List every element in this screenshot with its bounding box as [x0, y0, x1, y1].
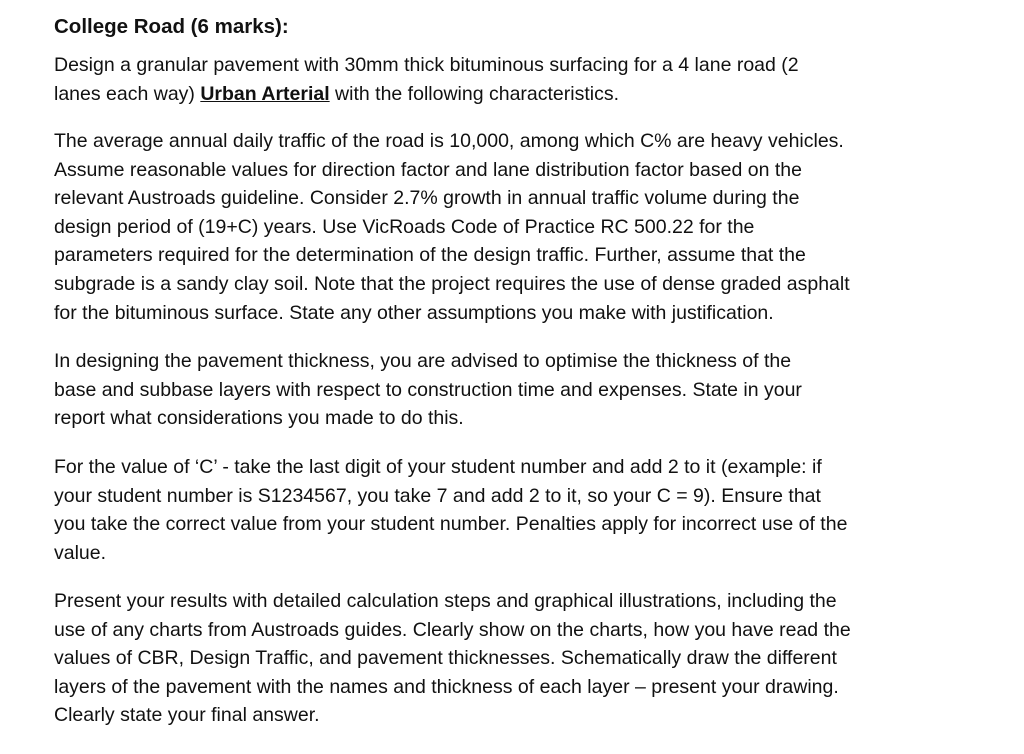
- paragraph-line: use of any charts from Austroads guides. Clearly show on the charts, how you have read the: [54, 618, 851, 641]
- paragraph-line: base and subbase layers with respect to construction time and expenses. State in your: [54, 378, 802, 401]
- paragraph-line: value.: [54, 541, 107, 564]
- paragraph-line: layers of the pavement with the names and thickness of each layer – present your drawing.: [54, 675, 839, 698]
- paragraph-line: parameters required for the determination of the design traffic. Further, assume that the: [54, 244, 806, 267]
- paragraph-line: report what considerations you made to do this.: [54, 407, 464, 430]
- paragraph-line: [54, 80, 799, 109]
- paragraph-line: The average annual daily traffic of the road is 10,000, among which C% are heavy vehicles.: [54, 130, 844, 152]
- results-paragraph: [54, 587, 851, 730]
- paragraph-line: subgrade is a sandy clay soil. Note that the project requires the use of dense graded asphalt: [54, 272, 850, 295]
- paragraph-line: you take the correct value from your student number. Penalties apply for incorrect use of the: [54, 513, 848, 536]
- paragraph-line: Present your results with detailed calculation steps and graphical illustrations, including the: [54, 590, 837, 612]
- traffic-paragraph: [54, 127, 850, 327]
- optimisation-paragraph: [54, 347, 802, 433]
- paragraph-line: Assume reasonable values for direction factor and lane distribution factor based on the: [54, 158, 802, 181]
- paragraph-line: relevant Austroads guideline. Consider 2.7% growth in annual traffic volume during the: [54, 187, 800, 210]
- paragraph-line: Clearly state your final answer.: [54, 704, 320, 727]
- c-value-paragraph: [54, 453, 847, 567]
- paragraph-line: your student number is S1234567, you take 7 and add 2 to it, so your C = 9). Ensure that: [54, 484, 821, 507]
- road-class-emphasis: Urban Arterial: [200, 82, 330, 105]
- section-heading: College Road (6 marks):: [54, 15, 289, 38]
- intro-paragraph: [54, 51, 799, 108]
- paragraph-line: For the value of ‘C’ - take the last digit of your student number and add 2 to it (example: if: [54, 456, 822, 478]
- paragraph-line: design period of (19+C) years. Use VicRoads Code of Practice RC 500.22 for the: [54, 215, 755, 238]
- line-text: lanes each way): [54, 82, 201, 105]
- line-text: with the following characteristics.: [329, 82, 620, 105]
- paragraph-line: values of CBR, Design Traffic, and pavement thicknesses. Schematically draw the different: [54, 647, 837, 670]
- paragraph-line: for the bituminous surface. State any other assumptions you make with justification.: [54, 301, 774, 324]
- paragraph-line: In designing the pavement thickness, you are advised to optimise the thickness of the: [54, 350, 792, 372]
- paragraph-line: Design a granular pavement with 30mm thick bituminous surfacing for a 4 lane road (2: [54, 54, 799, 76]
